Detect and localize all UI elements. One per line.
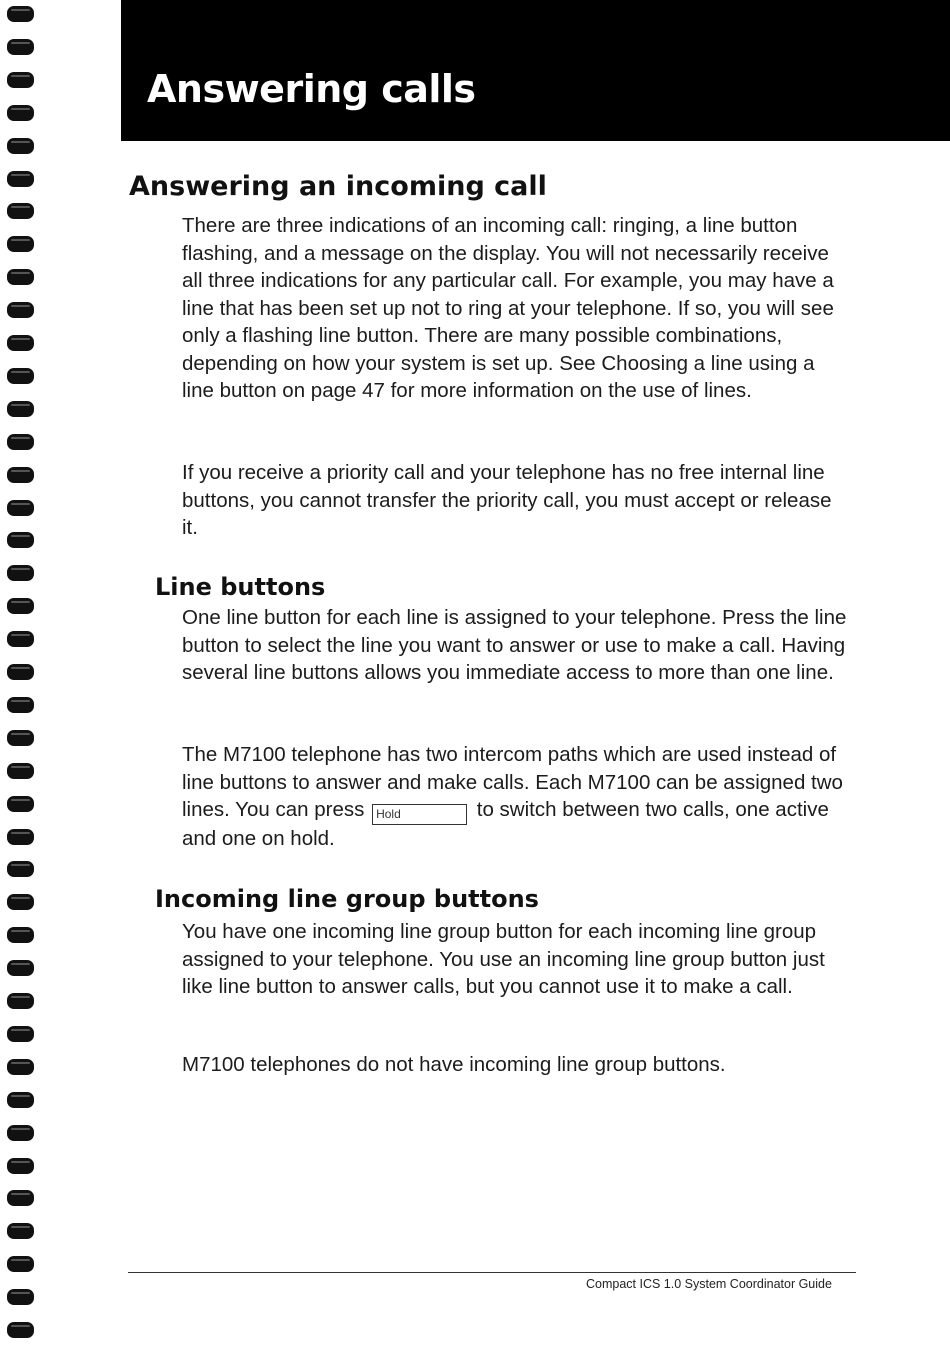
binding-ring	[7, 72, 34, 88]
m7100-text-before: The M7100 telephone has two intercom paths which are used instead of line buttons to answer and make calls. Each M7100 can be assigned two lines. You can press	[182, 743, 843, 821]
binding-ring	[7, 203, 34, 219]
m7100-paragraph	[182, 741, 852, 853]
binding-ring	[7, 1125, 34, 1141]
binding-ring	[7, 960, 34, 976]
binding-ring	[7, 894, 34, 910]
binding-ring	[7, 1059, 34, 1075]
chapter-banner	[121, 0, 950, 141]
binding-ring	[7, 861, 34, 877]
binding-ring	[7, 565, 34, 581]
binding-ring	[7, 368, 34, 384]
binding-ring	[7, 532, 34, 548]
binding-ring	[7, 434, 34, 450]
binding-ring	[7, 467, 34, 483]
binding-ring	[7, 1026, 34, 1042]
binding-ring	[7, 1256, 34, 1272]
line-buttons-heading: Line buttons	[155, 573, 326, 601]
binding-ring	[7, 269, 34, 285]
binding-ring	[7, 1322, 34, 1338]
footer-divider	[128, 1272, 856, 1273]
binding-ring	[7, 335, 34, 351]
binding-ring	[7, 796, 34, 812]
binding-ring	[7, 1092, 34, 1108]
footer-title: Compact ICS 1.0 System Coordinator Guide	[586, 1277, 832, 1291]
binding-ring	[7, 401, 34, 417]
binding-ring	[7, 598, 34, 614]
m7100-group-note: M7100 telephones do not have incoming line group buttons.	[182, 1053, 726, 1076]
binding-ring	[7, 171, 34, 187]
binding-ring	[7, 138, 34, 154]
binding-ring	[7, 236, 34, 252]
chapter-title: Answering calls	[147, 67, 476, 111]
binding-ring	[7, 500, 34, 516]
binding-ring	[7, 302, 34, 318]
binding-ring	[7, 631, 34, 647]
incoming-group-paragraph: You have one incoming line group button for each incoming line group assigned to your telephone. You use an incoming line group button just like line button to answer calls, but you cannot use it to make a call.	[182, 920, 825, 998]
binding-ring	[7, 927, 34, 943]
binding-ring	[7, 6, 34, 22]
intro-paragraph: There are three indications of an incoming call: ringing, a line button flashing, and a message on the display. You will not necessarily receive all three indications for any particular call. For example, you may have a line that has been set up not to ring at your telephone. If so, you will see only a flashing line button. There are many possible combinations, depending on how your system is set up. See Choosing a line using a line button on page 47 for more information on the use of lines.	[182, 214, 834, 402]
m7100-text-after: to switch between two calls, one active and one on hold.	[182, 798, 829, 850]
incoming-group-heading: Incoming line group buttons	[155, 885, 539, 913]
binding-ring	[7, 1289, 34, 1305]
binding-ring	[7, 664, 34, 680]
binding-ring	[7, 993, 34, 1009]
binding-ring	[7, 105, 34, 121]
spiral-binding	[0, 0, 60, 1350]
binding-ring	[7, 39, 34, 55]
hold-key-icon: Hold	[372, 804, 467, 825]
priority-call-paragraph: If you receive a priority call and your telephone has no free internal line buttons, you cannot transfer the priority call, you must accept or release it.	[182, 461, 832, 539]
binding-ring	[7, 829, 34, 845]
binding-ring	[7, 1158, 34, 1174]
line-buttons-paragraph: One line button for each line is assigned to your telephone. Press the line button to select the line you want to answer or use to make a call. Having several line buttons allows you immediate access to more than one line.	[182, 606, 847, 684]
binding-ring	[7, 763, 34, 779]
binding-ring	[7, 1190, 34, 1206]
binding-ring	[7, 1223, 34, 1239]
binding-ring	[7, 697, 34, 713]
binding-ring	[7, 730, 34, 746]
section-heading: Answering an incoming call	[129, 171, 547, 202]
